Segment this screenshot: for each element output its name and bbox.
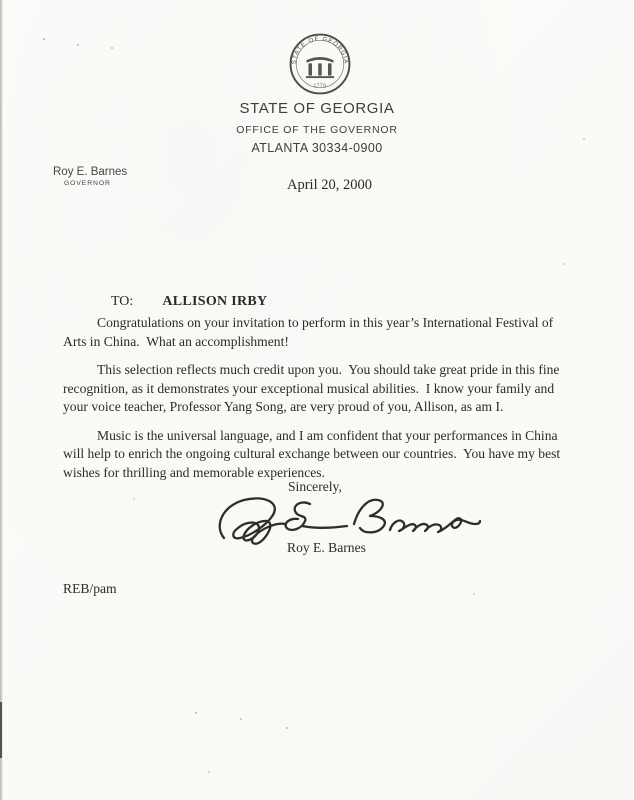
georgia-state-seal-icon: [288, 32, 352, 96]
official-name: Roy E. Barnes: [53, 166, 128, 178]
body-line: wishes for thrilling and memorable experiences.: [63, 464, 325, 480]
reference-initials: REB/pam: [63, 581, 117, 596]
letterhead-office: OFFICE OF THE GOVERNOR: [236, 124, 398, 136]
paragraph: [63, 427, 593, 483]
letterhead-address: ATLANTA 30334-0900: [251, 141, 383, 155]
scan-edge-left: [0, 0, 3, 800]
body-line: will help to enrich the ongoing cultural exchange between our countries. You have my best: [63, 446, 561, 461]
scan-edge-mark: [0, 702, 2, 758]
letterhead: [167, 100, 467, 155]
body-line: your voice teacher, Professor Yang Song, are very proud of you, Allison, as am I.: [63, 399, 504, 414]
body-line: Arts in China. What an accomplishment!: [63, 333, 289, 349]
letter-date: April 20, 2000: [287, 177, 372, 193]
letterhead-org-name: STATE OF GEORGIA: [239, 100, 395, 117]
svg-text:STATE OF GEORGIA: [291, 35, 350, 64]
seal-year: 1776: [313, 83, 327, 90]
paragraph: [63, 314, 593, 351]
body-line: Congratulations on your invitation to perform in this year’s International Festival of: [97, 315, 554, 330]
paragraph: [63, 361, 593, 417]
body-line: This selection reflects much credit upon you. You should take great pride in this fine: [97, 362, 560, 377]
body-line: Music is the universal language, and I am confident that your performances in China: [97, 427, 558, 443]
official-block: [53, 166, 127, 187]
body-line: recognition, as it demonstrates your exceptional musical abilities. I know your family and: [63, 380, 555, 396]
letter-body: [63, 314, 593, 492]
signer-typed-name: Roy E. Barnes: [287, 540, 366, 555]
scan-noise-specks: [43, 38, 45, 40]
seal-arch: [307, 57, 334, 63]
closing-salutation: Sincerely,: [288, 479, 342, 494]
to-label: TO:: [111, 294, 134, 309]
recipient-name: ALLISON IRBY: [162, 294, 268, 309]
seal-ring-text: STATE OF GEORGIA: [290, 35, 350, 65]
official-title: GOVERNOR: [64, 180, 111, 187]
